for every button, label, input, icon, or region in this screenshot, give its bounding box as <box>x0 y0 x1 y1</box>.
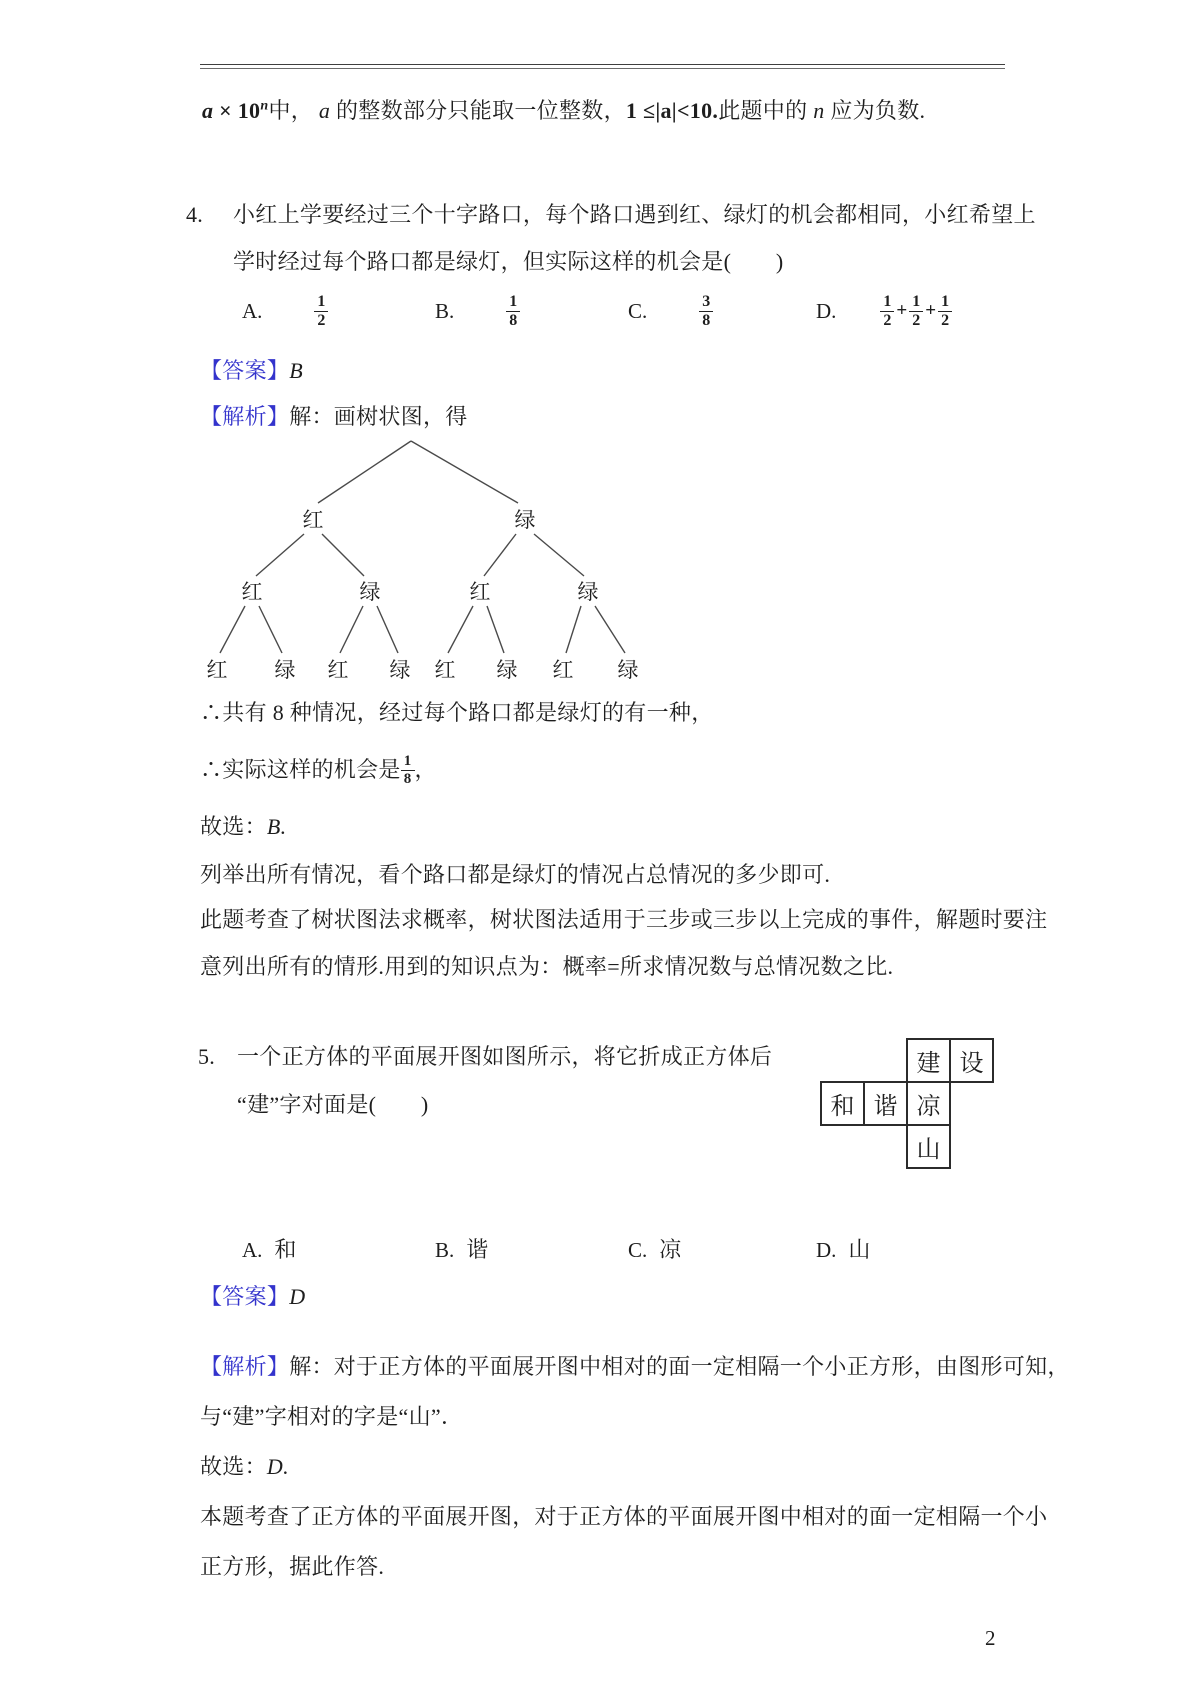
q5-number: 5. <box>198 1044 216 1069</box>
tree-node-label: 绿 <box>577 580 599 604</box>
tree-leaf-label: 绿 <box>274 658 296 682</box>
tree-leaf-label: 绿 <box>496 658 518 682</box>
q4-option-a <box>242 288 328 334</box>
q4-analysis-intro: 解：画树状图，得 <box>289 404 468 429</box>
q5-answer-value: D <box>289 1284 306 1309</box>
q4-line1 <box>186 200 1036 230</box>
q4-conclusion-1: ∴共有 8 种情况，经过每个路口都是绿灯的有一种， <box>200 700 714 725</box>
q4-option-b-label: B. <box>435 298 455 323</box>
analysis-label: 【解析】 <box>200 404 290 429</box>
page-number: 2 <box>985 1626 996 1650</box>
net-cell-shan: 山 <box>906 1124 951 1169</box>
q5-analysis-line2: 与“建”字相对的字是“山”． <box>200 1404 464 1429</box>
answer-label: 【答案】 <box>200 358 290 383</box>
tree-edge <box>256 534 304 576</box>
math-a: a <box>202 98 214 123</box>
q4-option-d-label: D. <box>816 298 837 323</box>
tree-node-label: 红 <box>241 580 263 604</box>
tree-leaf-label: 红 <box>434 658 456 682</box>
q4-number: 4. <box>186 202 204 227</box>
q4-choose-line: 故选：B. <box>200 814 287 839</box>
plus-sign: + <box>925 300 937 321</box>
tree-node-label: 绿 <box>359 580 381 604</box>
q5-line2 <box>237 1090 428 1120</box>
intro-line: $a \times 10^n$中， a 的整数部分只能取一位整数，1 ≤|a|<10.此题中的 n 应为负数. <box>202 98 926 123</box>
tree-edge <box>220 606 245 653</box>
plus-sign: + <box>896 300 908 321</box>
tree-edge <box>566 606 581 653</box>
q4-answer-line <box>200 356 303 386</box>
net-cell-xie: 谐 <box>863 1081 908 1126</box>
tree-edge <box>448 606 473 653</box>
tree-node-label: 红 <box>302 508 324 532</box>
tree-edge <box>534 534 584 576</box>
tree-leaf-label: 绿 <box>617 658 639 682</box>
q4-note-1: 列举出所有情况，看个路口都是绿灯的情况占总情况的多少即可. <box>200 862 831 887</box>
q5-option-d: D. 山 <box>816 1237 871 1262</box>
probability-tree-diagram <box>190 428 650 690</box>
tree-leaf-label: 红 <box>206 658 228 682</box>
q4-option-c-label: C. <box>628 298 648 323</box>
tree-edge <box>377 606 398 653</box>
tree-leaf-label: 红 <box>327 658 349 682</box>
q5-text-line1: 一个正方体的平面展开图如图所示，将它折成正方体后 <box>237 1044 773 1069</box>
tree-edge <box>322 534 364 576</box>
net-cell-she: 设 <box>949 1038 994 1083</box>
analysis-label: 【解析】 <box>200 1354 290 1379</box>
tree-edge <box>487 606 504 653</box>
net-cell-liang: 凉 <box>906 1081 951 1126</box>
net-cell-jian: 建 <box>906 1038 951 1083</box>
math-exponent-n: n <box>260 98 269 114</box>
q5-option-c: C. 凉 <box>628 1237 682 1262</box>
tree-leaf-label: 红 <box>552 658 574 682</box>
q4-option-d-frac3: $\frac{1}{2}$ <box>938 293 952 329</box>
q4-option-b <box>435 288 520 334</box>
tree-leaf-label: 绿 <box>389 658 411 682</box>
math-n-italic: n <box>813 98 825 123</box>
q4-line2 <box>233 247 783 277</box>
q5-chosen-option: D. <box>266 1454 289 1479</box>
q5-option-b: B. 谐 <box>435 1237 489 1262</box>
net-cell-he: 和 <box>820 1081 865 1126</box>
q4-option-c-fraction: $\frac{3}{8}$ <box>699 293 713 329</box>
q4-answer-value: B <box>289 358 303 383</box>
q4-option-a-fraction: $\frac{1}{2}$ <box>314 293 328 329</box>
q5-note-2: 正方形，据此作答. <box>200 1554 385 1579</box>
q5-answer-line <box>200 1282 305 1312</box>
answer-label: 【答案】 <box>200 1284 290 1309</box>
q4-chosen-option: B. <box>266 814 287 839</box>
inline-fraction: $\frac{1}{8}$ <box>401 753 415 787</box>
q4-option-b-fraction: $\frac{1}{8}$ <box>506 293 520 329</box>
q5-note-1: 本题考查了正方体的平面展开图，对于正方体的平面展开图中相对的面一定相隔一个小 <box>200 1504 1048 1529</box>
math-a-italic: a <box>318 98 331 123</box>
q4-option-d-frac1: $\frac{1}{2}$ <box>880 293 894 329</box>
q4-option-d <box>816 288 952 334</box>
q5-analysis-line1: 【解析】解：对于正方体的平面展开图中相对的面一定相隔一个小正方形，由图形可知， <box>200 1354 1070 1379</box>
cube-net-diagram <box>820 1038 998 1172</box>
header-rule <box>200 64 1005 69</box>
tree-edge <box>595 606 625 653</box>
tree-edge <box>259 606 282 653</box>
q4-option-c <box>628 288 713 334</box>
q4-note-2: 此题考查了树状图法求概率，树状图法适用于三步或三步以上完成的事件，解题时要注 <box>200 907 1048 932</box>
q4-text-line2: 学时经过每个路口都是绿灯，但实际这样的机会是( ) <box>233 249 784 274</box>
q5-text-line2: “建”字对面是( ) <box>237 1092 429 1117</box>
q4-text-line1: 小红上学要经过三个十字路口，每个路口遇到红、绿灯的机会都相同，小红希望上 <box>233 202 1036 227</box>
tree-edge <box>318 441 411 503</box>
math-inequality: 1 ≤|a|<10. <box>625 98 719 123</box>
q4-note-3: 意列出所有的情形.用到的知识点为：概率=所求情况数与总情况数之比. <box>200 954 894 979</box>
tree-node-label: 绿 <box>514 508 536 532</box>
tree-edge <box>484 534 516 576</box>
tree-node-label: 红 <box>469 580 491 604</box>
tree-edge <box>340 606 363 653</box>
tree-edge <box>411 441 518 503</box>
q5-choose-line: 故选：D. <box>200 1454 289 1479</box>
math-times10: × 10 <box>213 98 261 123</box>
q5-line1 <box>198 1042 772 1072</box>
q4-option-a-label: A. <box>242 298 263 323</box>
q5-option-a: A. 和 <box>242 1237 297 1262</box>
q4-option-d-frac2: $\frac{1}{2}$ <box>909 293 923 329</box>
q4-conclusion-2: ∴实际这样的机会是 $\frac{1}{8}$ ， <box>200 753 437 787</box>
